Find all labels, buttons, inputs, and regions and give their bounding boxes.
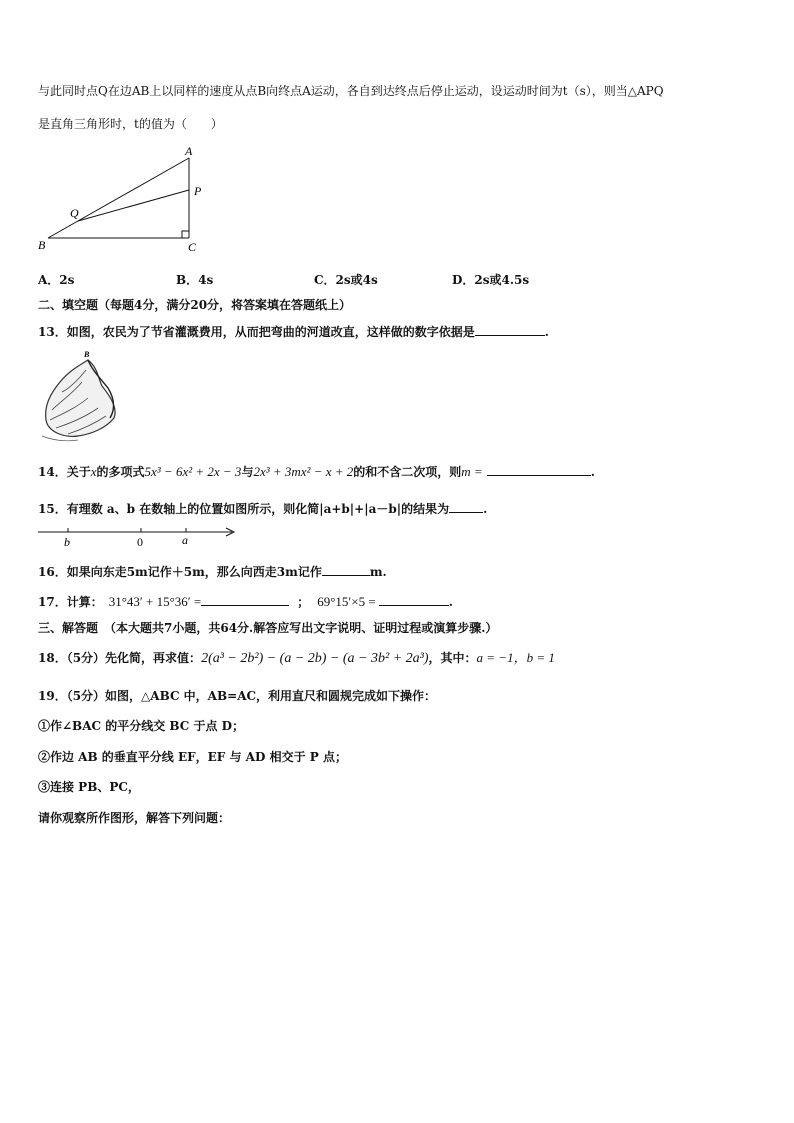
q16-text (38, 563, 387, 580)
q19-step3: ③连接 PB、PC， (38, 780, 140, 794)
q17-blank1 (201, 593, 289, 606)
q18-vals: a = −1，b = 1 (476, 650, 555, 665)
q15-prompt: 15．有理数 a、b 在数轴上的位置如图所示，则化简|a+b|+|a－b|的结果为 (38, 502, 450, 516)
q17-end: . (448, 595, 453, 609)
q13-river-figure (38, 348, 120, 444)
q13-text (38, 323, 549, 340)
axis-label-b: b (64, 535, 70, 548)
axis-label-zero: 0 (137, 535, 143, 548)
q19-step2: ②作边 AB 的垂直平分线 EF，EF 与 AD 相交于 P 点； (38, 750, 347, 764)
q13-blank (475, 323, 545, 336)
q18-mid: ，其中： (428, 651, 477, 665)
q17-sep: ； (297, 595, 310, 609)
q15-end: . (483, 502, 488, 516)
q14-end: . (590, 465, 595, 479)
q15-text (38, 500, 487, 517)
q12-option-d: D．2s或4.5s (452, 273, 530, 287)
q17-expr2: 69°15′×5 = (317, 594, 376, 609)
q17-expr1: 31°43′ + 15°36′ = (108, 594, 202, 609)
q14-poly1: 5x³ − 6x² + 2x − 3 (144, 464, 242, 479)
label-P: P (194, 184, 202, 198)
q18-pre: 18．（5分）先化简，再求值： (38, 651, 202, 665)
q14-mid2: 与 (241, 465, 254, 479)
q17-pre: 17．计算： (38, 595, 103, 609)
q12-option-b: B．4s (176, 273, 214, 287)
q12-line1: 与此同时点Q在边AB上以同样的速度从点B向终点A运动，各自到达终点后停止运动，设运动时间为t（s），则当△APQ (38, 84, 664, 98)
label-B: B (38, 238, 46, 252)
q14-text (38, 463, 595, 480)
q13-end: . (544, 325, 549, 339)
axis-label-a: a (182, 533, 188, 547)
q12-line2: 是直角三角形时，t的值为（ ） (38, 117, 223, 131)
q14-var: x (90, 464, 97, 479)
q16-blank (322, 563, 370, 576)
q14-pre: 14．关于 (38, 465, 91, 479)
q17-blank2 (379, 593, 449, 606)
label-C: C (188, 240, 197, 254)
q19-line5: 请你观察所作图形，解答下列问题： (38, 811, 231, 825)
q13-prompt: 13．如图，农民为了节省灌溉费用，从而把弯曲的河道改直，这样做的数字依据是 (38, 325, 475, 339)
q17-text (38, 593, 453, 610)
label-A: A (185, 144, 193, 158)
q12-triangle-figure (34, 143, 214, 255)
q19-step1: ①作∠BAC 的平分线交 BC 于点 D； (38, 719, 245, 733)
q18-text (38, 650, 555, 667)
q15-number-line (34, 522, 244, 548)
q15-blank (449, 500, 483, 513)
q18-expr: 2(a³ − 2b²) − (a − 2b) − (a − 3b² + 2a³) (201, 651, 429, 666)
river-label-B: B (84, 350, 90, 359)
q12-option-c: C．2s或4s (314, 273, 378, 287)
label-Q: Q (70, 206, 79, 220)
q14-mid1: 的多项式 (96, 465, 145, 479)
q14-blank (487, 463, 591, 476)
q14-poly2: 2x³ + 3mx² − x + 2 (253, 464, 354, 479)
q16-prompt: 16．如果向东走5m记作＋5m，那么向西走3m记作 (38, 565, 322, 579)
q12-option-a: A．2s (38, 273, 75, 287)
q16-end: m. (369, 565, 387, 579)
q19-line1: 19．（5分）如图，△ABC 中，AB=AC，利用直尺和圆规完成如下操作： (38, 689, 437, 703)
q14-mid3: 的和不含二次项，则 (353, 465, 462, 479)
section3-heading: 三、解答题 （本大题共7小题，共64分.解答应写出文字说明、证明过程或演算步骤.） (38, 621, 498, 635)
q14-m-eq: m = (461, 464, 483, 479)
section2-heading: 二、填空题（每题4分，满分20分，将答案填在答题纸上） (38, 298, 352, 312)
